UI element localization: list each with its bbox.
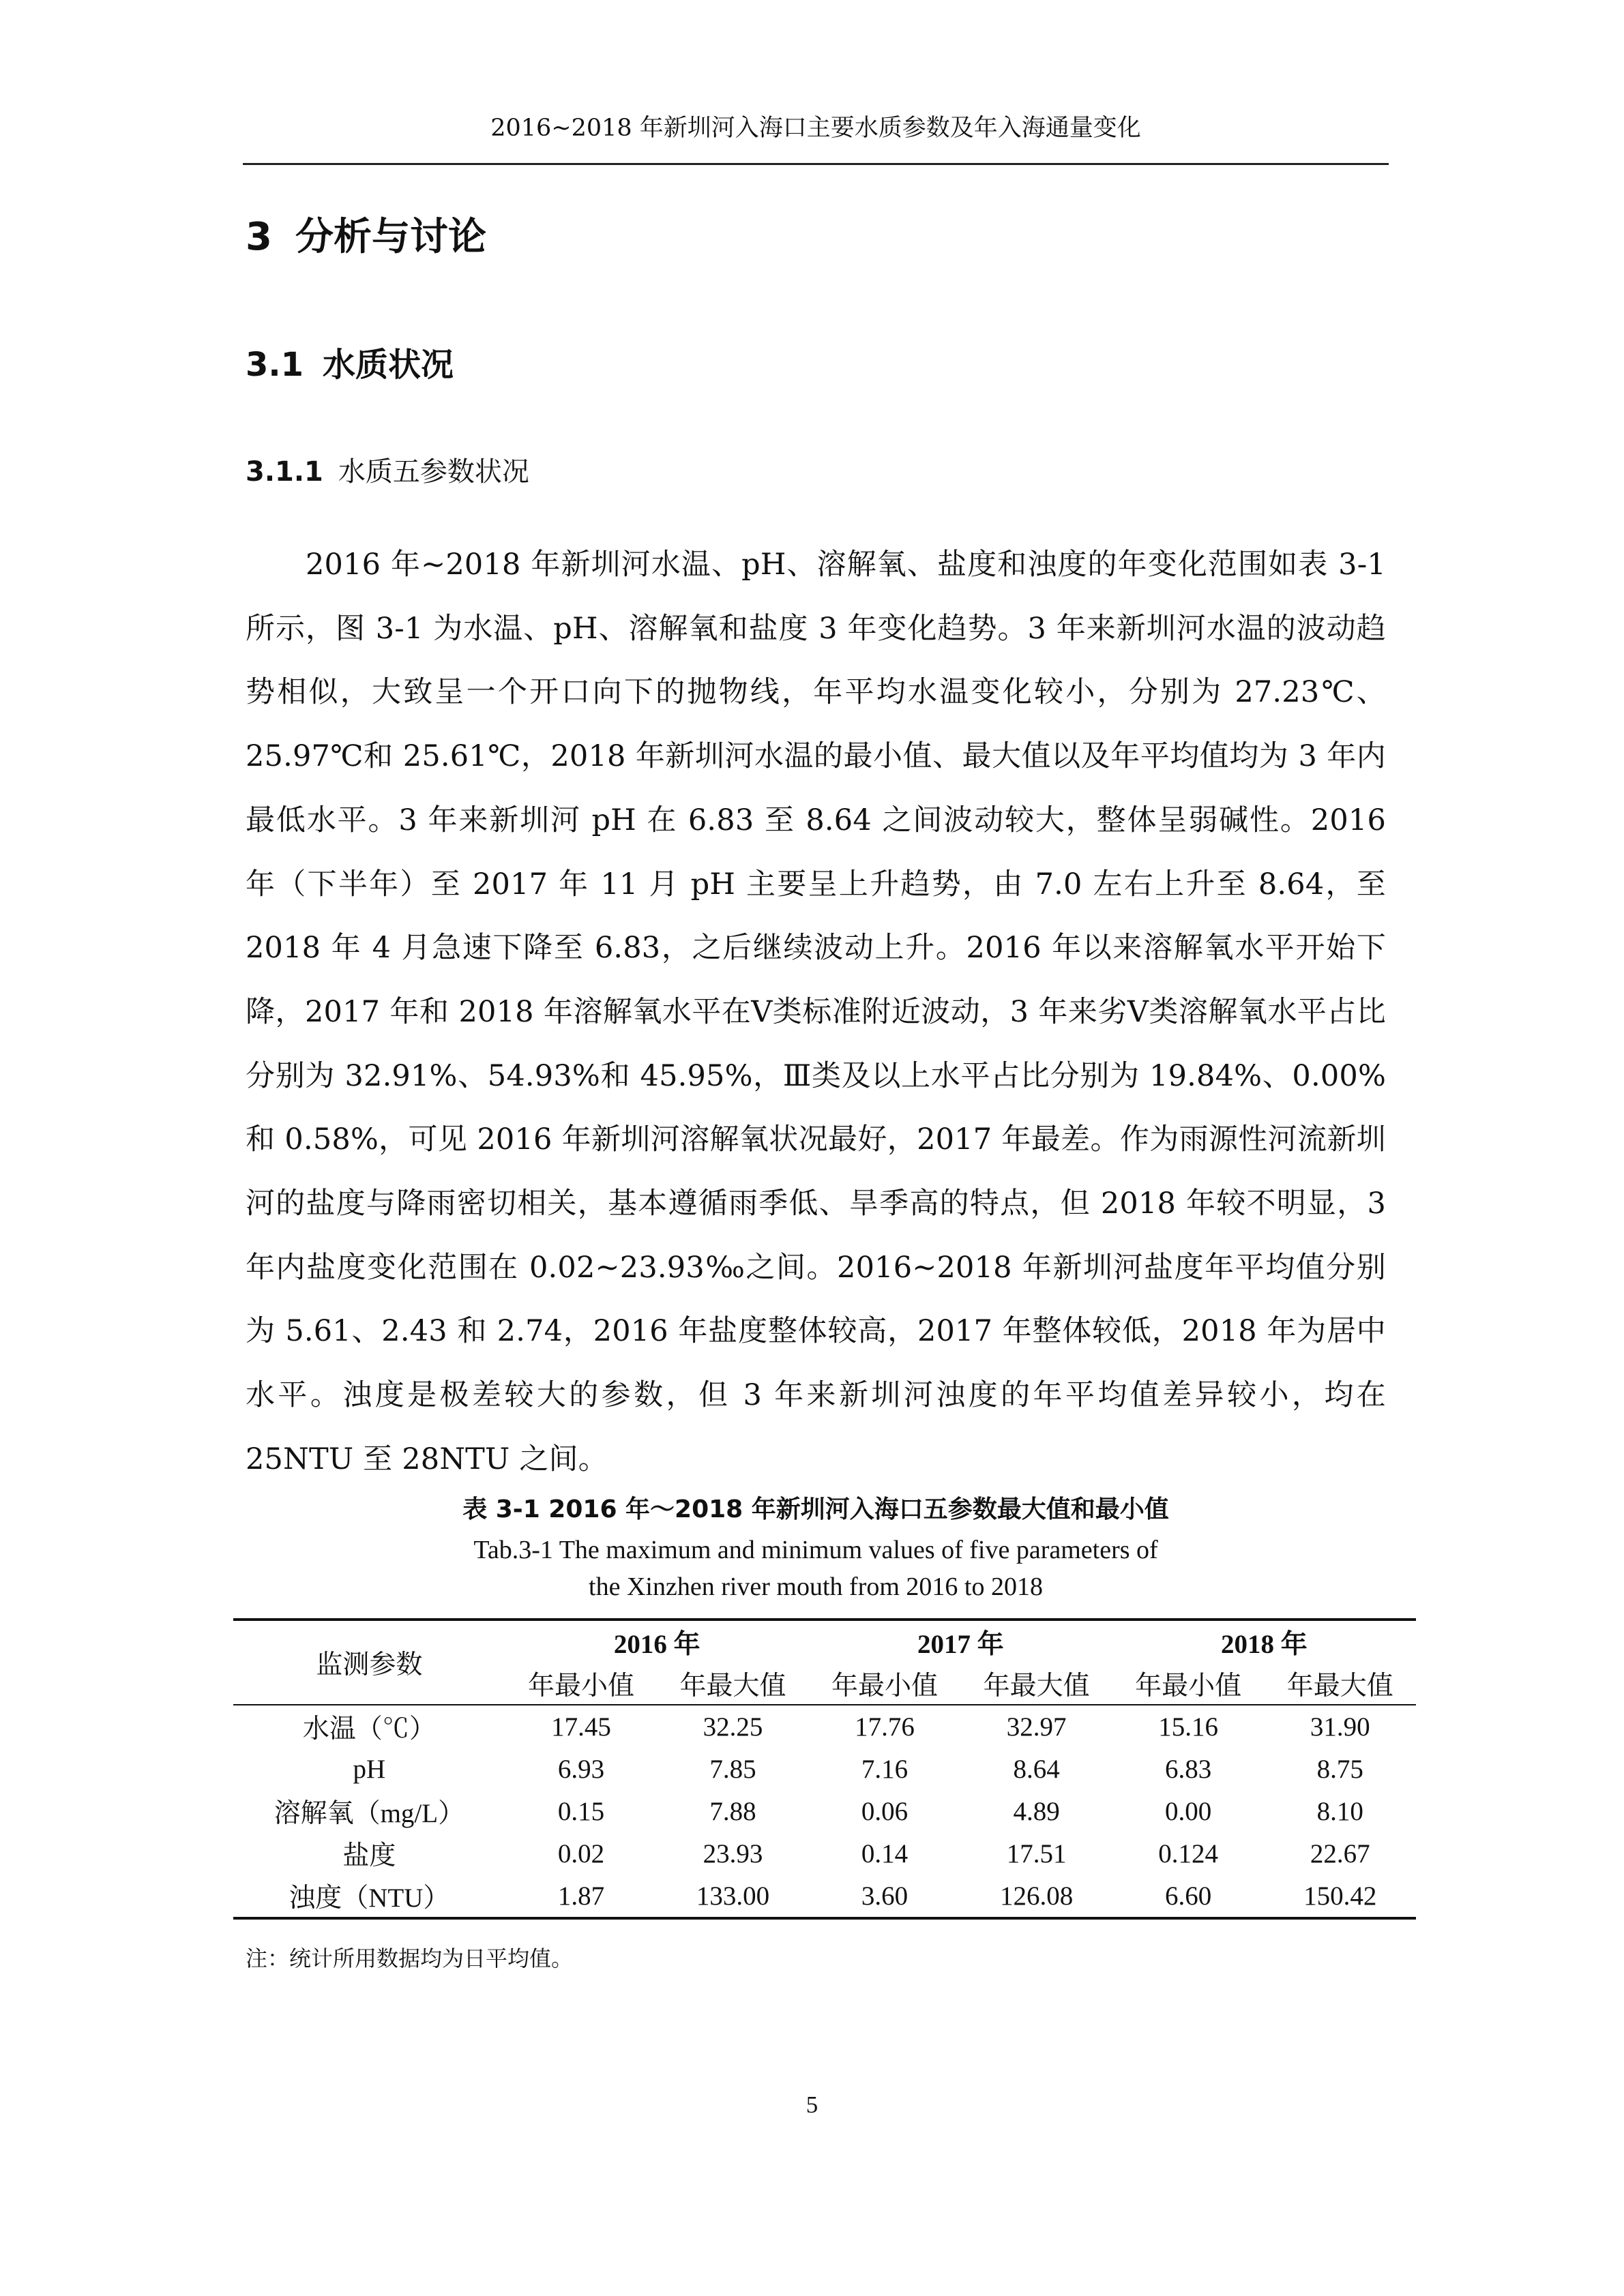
subsection-heading: [246, 341, 454, 389]
table-cell: 17.76: [855, 1712, 915, 1742]
table-cell: 7.88: [709, 1796, 756, 1826]
section-title: 分析与讨论: [295, 215, 486, 259]
table-cell: 32.25: [703, 1712, 763, 1742]
table-cell: 7.16: [861, 1754, 909, 1784]
subheader-min: 年最小值: [505, 1663, 658, 1705]
table-cell: 0.00: [1165, 1796, 1212, 1826]
table-cell: 15.16: [1158, 1712, 1219, 1742]
year-2018: 2018: [1221, 1630, 1275, 1659]
table-cell: 150.42: [1264, 1875, 1416, 1918]
table-cell: 32.97: [1006, 1712, 1067, 1742]
subsection-number: 3.1: [246, 346, 304, 384]
table-row: [233, 1832, 1416, 1875]
table-header-row: [233, 1620, 1416, 1663]
row-param: 溶解氧（mg/L）: [274, 1799, 465, 1828]
table-row: [233, 1705, 1416, 1748]
subheader-min: 年最小值: [809, 1663, 961, 1705]
table-cell: 8.64: [1013, 1754, 1060, 1784]
year-2017: 2017: [917, 1630, 971, 1659]
table-caption-en-line2: the Xinzhen river mouth from 2016 to 2018: [589, 1572, 1043, 1601]
table-cell: 0.15: [557, 1796, 605, 1826]
table-cell: 0.02: [557, 1838, 605, 1868]
table-cell: 17.45: [551, 1712, 611, 1742]
table-cell: 133.00: [657, 1875, 809, 1918]
page-number: 5: [806, 2091, 818, 2118]
table-row: [233, 1875, 1416, 1918]
year-header-2016: [505, 1620, 809, 1663]
table-cell: 3.60: [809, 1875, 961, 1918]
table-cell: 7.85: [709, 1754, 756, 1784]
table-cell: 8.75: [1316, 1754, 1363, 1784]
header-rule: [243, 163, 1389, 165]
table-caption-en: [243, 1532, 1389, 1605]
table-row: [233, 1790, 1416, 1832]
table-cell: 4.89: [1013, 1796, 1060, 1826]
table-note: 注：统计所用数据均为日平均值。: [246, 1945, 574, 1971]
param-header: 监测参数: [233, 1620, 505, 1705]
table-cell: 8.10: [1316, 1796, 1363, 1826]
row-param: 盐度: [342, 1841, 396, 1870]
row-param: pH: [353, 1754, 386, 1784]
table-row: [233, 1748, 1416, 1790]
year-unit: 年: [673, 1630, 700, 1659]
table-cell: 0.14: [861, 1838, 909, 1868]
table-cell: 22.67: [1310, 1838, 1370, 1868]
subsubsection-title: 水质五参数状况: [338, 456, 529, 488]
subheader-max: 年最大值: [657, 1663, 809, 1705]
table-cell: 23.93: [703, 1838, 763, 1868]
section-number: 3: [246, 215, 272, 259]
table-cell: 0.124: [1158, 1838, 1219, 1868]
section-heading: [246, 210, 486, 265]
year-unit: 年: [977, 1630, 1004, 1659]
year-header-2017: [809, 1620, 1112, 1663]
table-cell: 6.93: [557, 1754, 605, 1784]
table-cell: 17.51: [1006, 1838, 1067, 1868]
subsubsection-heading: [246, 451, 529, 492]
row-param: 浊度（NTU）: [233, 1875, 505, 1918]
table-cell: 31.90: [1310, 1712, 1370, 1742]
table-cell: 6.60: [1112, 1875, 1265, 1918]
row-param: 水温（℃）: [302, 1714, 436, 1744]
subheader-max: 年最大值: [1264, 1663, 1416, 1705]
parameters-table: [233, 1618, 1416, 1920]
table-cell: 6.83: [1165, 1754, 1212, 1784]
table-cell: 0.06: [861, 1796, 909, 1826]
table-cell: 126.08: [960, 1875, 1112, 1918]
subsection-title: 水质状况: [323, 346, 454, 384]
table-caption-cn: 表 3-1 2016 年～2018 年新圳河入海口五参数最大值和最小值: [462, 1495, 1169, 1523]
subheader-max: 年最大值: [960, 1663, 1112, 1705]
year-header-2018: [1112, 1620, 1416, 1663]
subsubsection-number: 3.1.1: [246, 456, 323, 488]
year-2016: 2016: [613, 1630, 667, 1659]
subheader-min: 年最小值: [1112, 1663, 1265, 1705]
table-cell: 1.87: [505, 1875, 658, 1918]
body-paragraph: 2016 年~2018 年新圳河水温、pH、溶解氧、盐度和浊度的年变化范围如表 3-1 所示，图 3-1 为水温、pH、溶解氧和盐度 3 年变化趋势。3 年来新圳河水温的波动趋势相似，大致呈一个开口向下的抛物线，年平均水温变化较小，分别为 27.23℃、25.97℃和 25.61℃，2018 年新圳河水温的最小值、最大值以及年平均值均为 3 年内最低水平。3 年来新圳河 pH 在 6.83 至 8.64 之间波动较大，整体呈弱碱性。2016 年（下半年）至 2017 年 11 月 pH 主要呈上升趋势，由 7.0 左右上升至 8.64，至 2018 年 4 月急速下降至 6.83，之后继续波动上升。2016 年以来溶解氧水平开始下降，2017 年和 2018 年溶解氧水平在Ⅴ类标准附近波动，3 年来劣Ⅴ类溶解氧水平占比分别为 32.91%、54.93%和 45.95%，Ⅲ类及以上水平占比分别为 19.84%、0.00%和 0.58%，可见 2016 年新圳河溶解氧状况最好，2017 年最差。作为雨源性河流新圳河的盐度与降雨密切相关，基本遵循雨季低、旱季高的特点，但 2018 年较不明显，3 年内盐度变化范围在 0.02~23.93‰之间。2016~2018 年新圳河盐度年平均值分别为 5.61、2.43 和 2.74，2016 年盐度整体较高，2017 年整体较低，2018 年为居中水平。浊度是极差较大的参数，但 3 年来新圳河浊度的年平均值差异较小，均在 25NTU 至 28NTU 之间。: [246, 548, 1386, 1476]
year-unit: 年: [1280, 1630, 1308, 1659]
table-caption-en-line1: Tab.3-1 The maximum and minimum values of five parameters of: [473, 1536, 1158, 1564]
running-header: 2016~2018 年新圳河入海口主要水质参数及年入海通量变化: [490, 115, 1141, 142]
